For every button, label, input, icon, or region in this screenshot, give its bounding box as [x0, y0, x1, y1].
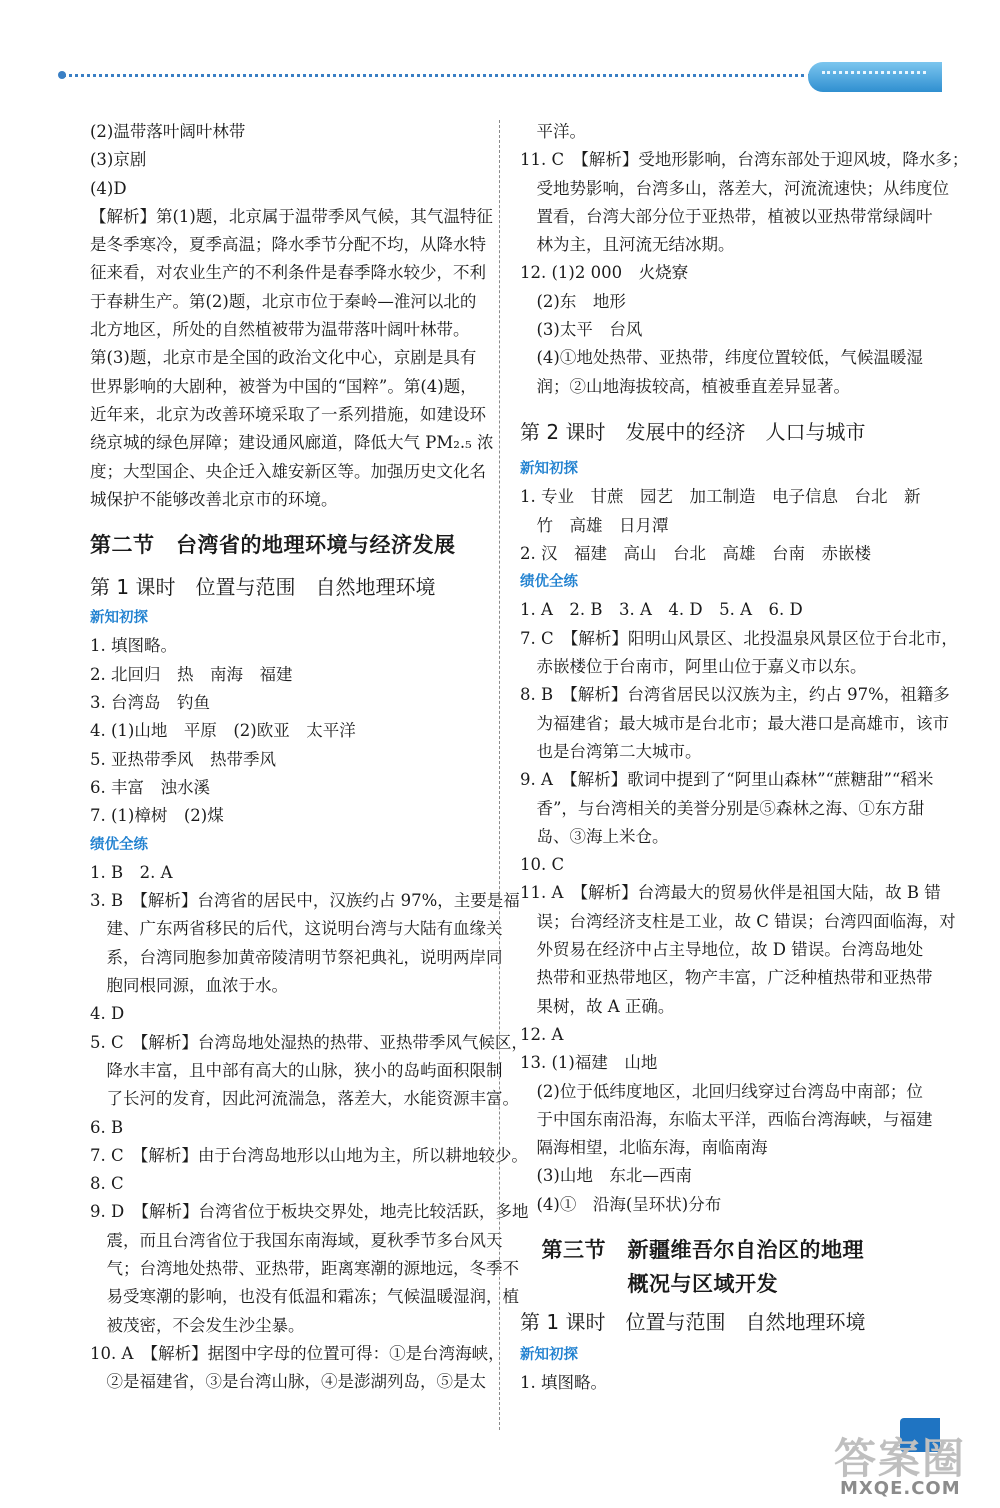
text-line: 11. A 【解析】台湾最大的贸易伙伴是祖国大陆，故 B 错 — [520, 883, 941, 903]
text-line: 1. A 2. B 3. A 4. D 5. A 6. D — [520, 600, 803, 620]
text-line: 绕京城的绿色屏障；建设通风廊道，降低大气 PM₂.₅ 浓 — [90, 433, 494, 453]
text-line: 气；台湾地处热带、亚热带，距离寒潮的源地远，冬季不 — [90, 1258, 519, 1278]
text-line: 平洋。 — [520, 122, 586, 141]
text-line: 第(3)题，北京市是全国的政治文化中心，京剧是具有 — [90, 348, 477, 368]
text-line: 也是台湾第二大城市。 — [520, 741, 702, 761]
text-line: 5. 亚热带季风 热带季风 — [90, 749, 276, 769]
text-line: 12. A — [520, 1024, 564, 1044]
text-line: 香”，与台湾相关的美誉分别是⑤森林之海、①东方甜 — [520, 798, 925, 818]
text-line: 11. C 【解析】受地形影响，台湾东部处于迎风坡，降水多； — [520, 150, 969, 170]
text-line: 受地势影响，台湾多山，落差大，河流流速快；从纬度位 — [520, 178, 949, 198]
text-line: 系，台湾同胞参加黄帝陵清明节祭祀典礼，说明两岸同 — [90, 947, 503, 967]
text-line: (4)① 沿海(呈环状)分布 — [520, 1194, 722, 1214]
text-line: 12. (1)2 000 火烧寮 — [520, 263, 689, 283]
section-heading: 第二节 台湾省的地理环境与经济发展 — [90, 533, 456, 558]
column-divider — [499, 120, 500, 1430]
category-label: 新知初探 — [520, 460, 578, 477]
text-line: 1. B 2. A — [90, 862, 173, 882]
text-line: 4. (1)山地 平原 (2)欧亚 太平洋 — [90, 721, 356, 741]
text-line: 【解析】第(1)题，北京属于温带季风气候，其气温特征 — [90, 206, 493, 226]
text-line: 置看，台湾大部分位于亚热带，植被以亚热带常绿阔叶 — [520, 206, 933, 226]
text-line: 5. C 【解析】台湾岛地处湿热的热带、亚热带季风气候区， — [90, 1032, 528, 1052]
text-line: 近年来，北京为改善环境采取了一系列措施，如建设环 — [90, 404, 486, 424]
text-line: (2)位于低纬度地区，北回归线穿过台湾岛中南部；位 — [520, 1081, 923, 1101]
text-line: 10. C — [520, 855, 565, 875]
text-line: 世界影响的大剧种，被誉为中国的“国粹”。第(4)题， — [90, 376, 477, 396]
text-line: 2. 汉 福建 高山 台北 高雄 台南 赤嵌楼 — [520, 543, 871, 563]
text-line: 建、广东两省移民的后代，这说明台湾与大陆有血缘关 — [90, 919, 503, 939]
text-line: 1. 填图略。 — [90, 636, 177, 656]
text-line: 13. (1)福建 山地 — [520, 1053, 658, 1073]
right-column — [520, 118, 969, 1398]
text-line: 易受寒潮的影响，也没有低温和霜冻；气候温暖湿润，植 — [90, 1287, 519, 1307]
text-line: 8. C — [90, 1174, 124, 1194]
lesson-heading: 第 2 课时 发展中的经济 人口与城市 — [520, 419, 866, 444]
text-line: 9. A 【解析】歌词中提到了“阿里山森林”“蔗糖甜”“稻米 — [520, 770, 934, 790]
text-line: 北方地区，所处的自然植被带为温带落叶阔叶林带。 — [90, 320, 470, 340]
lesson-heading: 第 1 课时 位置与范围 自然地理环境 — [520, 1309, 866, 1334]
text-line: 赤嵌楼位于台南市，阿里山位于嘉义市以东。 — [520, 657, 867, 677]
text-line: 6. 丰富 浊水溪 — [90, 777, 210, 797]
text-line: 外贸易在经济中占主导地位，故 D 错误。台湾岛地处 — [520, 940, 924, 960]
text-line: 7. C 【解析】由于台湾岛地形以山地为主，所以耕地较少。 — [90, 1145, 528, 1165]
text-line: (3)太平 台风 — [520, 320, 643, 340]
text-line: 岛、③海上米仓。 — [520, 826, 669, 846]
text-line: 7. C 【解析】阳明山风景区、北投温泉风景区位于台北市， — [520, 628, 958, 648]
text-line: 误；台湾经济支柱是工业，故 C 错误；台湾四面临海，对 — [520, 911, 956, 931]
text-line: 8. B 【解析】台湾省居民以汉族为主，约占 97%，祖籍多 — [520, 685, 950, 705]
text-line: 隔海相望，北临东海，南临南海 — [520, 1138, 768, 1158]
section-heading: 概况与区域开发 — [520, 1271, 778, 1296]
text-line: 3. B 【解析】台湾省的居民中，汉族约占 97%，主要是福 — [90, 891, 520, 911]
text-line: ②是福建省，③是台湾山脉，④是澎湖列岛，⑤是太 — [90, 1372, 486, 1392]
category-label: 绩优全练 — [90, 836, 148, 853]
text-line: (3)京剧 — [90, 150, 147, 170]
text-line: 竹 高雄 日月潭 — [520, 515, 669, 535]
text-line: 果树，故 A 正确。 — [520, 996, 675, 1016]
text-line: (4)①地处热带、亚热带，纬度位置较低，气候温暖湿 — [520, 348, 923, 368]
text-line: 震，而且台湾省位于我国东南海域，夏秋季节多台风天 — [90, 1230, 503, 1250]
text-line: 是冬季寒冷，夏季高温；降水季节分配不均，从降水特 — [90, 235, 486, 255]
text-line: 城保护不能够改善北京市的环境。 — [90, 489, 338, 509]
text-line: (3)山地 东北—西南 — [520, 1166, 692, 1186]
text-line: 1. 专业 甘蔗 园艺 加工制造 电子信息 台北 新 — [520, 487, 921, 507]
text-line: 6. B — [90, 1117, 124, 1137]
category-label: 新知初探 — [90, 610, 148, 627]
text-line: 被茂密，不会发生沙尘暴。 — [90, 1315, 305, 1335]
text-line: 于春耕生产。第(2)题，北京市位于秦岭—淮河以北的 — [90, 291, 477, 311]
text-line: (2)温带落叶阔叶林带 — [90, 122, 246, 141]
lesson-heading: 第 1 课时 位置与范围 自然地理环境 — [90, 575, 436, 600]
category-label: 绩优全练 — [520, 574, 578, 591]
text-line: 2. 北回归 热 南海 福建 — [90, 664, 293, 684]
header-tab — [808, 62, 942, 92]
category-label: 新知初探 — [520, 1346, 578, 1363]
text-line: 了长河的发育，因此河流湍急，落差大，水能资源丰富。 — [90, 1089, 519, 1109]
text-line: 降水丰富，且中部有高大的山脉，狭小的岛屿面积限制 — [90, 1060, 503, 1080]
text-line: 征来看，对农业生产的不利条件是春季降水较少，不利 — [90, 263, 486, 283]
header-rule-line — [62, 74, 812, 77]
watermark-url: MXQE.COM — [840, 1478, 961, 1499]
text-line: 3. 台湾岛 钓鱼 — [90, 693, 210, 713]
text-line: 度；大型国企、央企迁入雄安新区等。加强历史文化名 — [90, 461, 486, 481]
header-tab-label — [822, 71, 926, 84]
text-line: 热带和亚热带地区，物产丰富，广泛种植热带和亚热带 — [520, 968, 933, 988]
text-line: 为福建省；最大城市是台北市；最大港口是高雄市，该市 — [520, 713, 949, 733]
text-line: 1. 填图略。 — [520, 1373, 607, 1393]
text-line: 7. (1)樟树 (2)煤 — [90, 806, 224, 826]
text-line: 9. D 【解析】台湾省位于板块交界处，地壳比较活跃，多地 — [90, 1202, 529, 1222]
text-line: 林为主，且河流无结冰期。 — [520, 235, 735, 255]
text-line: 4. D — [90, 1004, 125, 1024]
header-dotted-rule — [62, 70, 812, 80]
text-line: (4)D — [90, 178, 127, 198]
watermark — [820, 1420, 990, 1500]
watermark-mark: 答案圈 — [834, 1434, 967, 1483]
left-column — [90, 118, 529, 1396]
text-line: 胞同根同源，血浓于水。 — [90, 976, 288, 996]
text-line: 10. A 【解析】据图中字母的位置可得：①是台湾海峡， — [90, 1343, 505, 1363]
text-line: (2)东 地形 — [520, 291, 626, 311]
text-line: 润；②山地海拔较高，植被垂直差异显著。 — [520, 376, 850, 396]
section-heading: 第三节 新疆维吾尔自治区的地理 — [520, 1237, 864, 1262]
text-line: 于中国东南沿海，东临太平洋，西临台湾海峡，与福建 — [520, 1109, 933, 1129]
